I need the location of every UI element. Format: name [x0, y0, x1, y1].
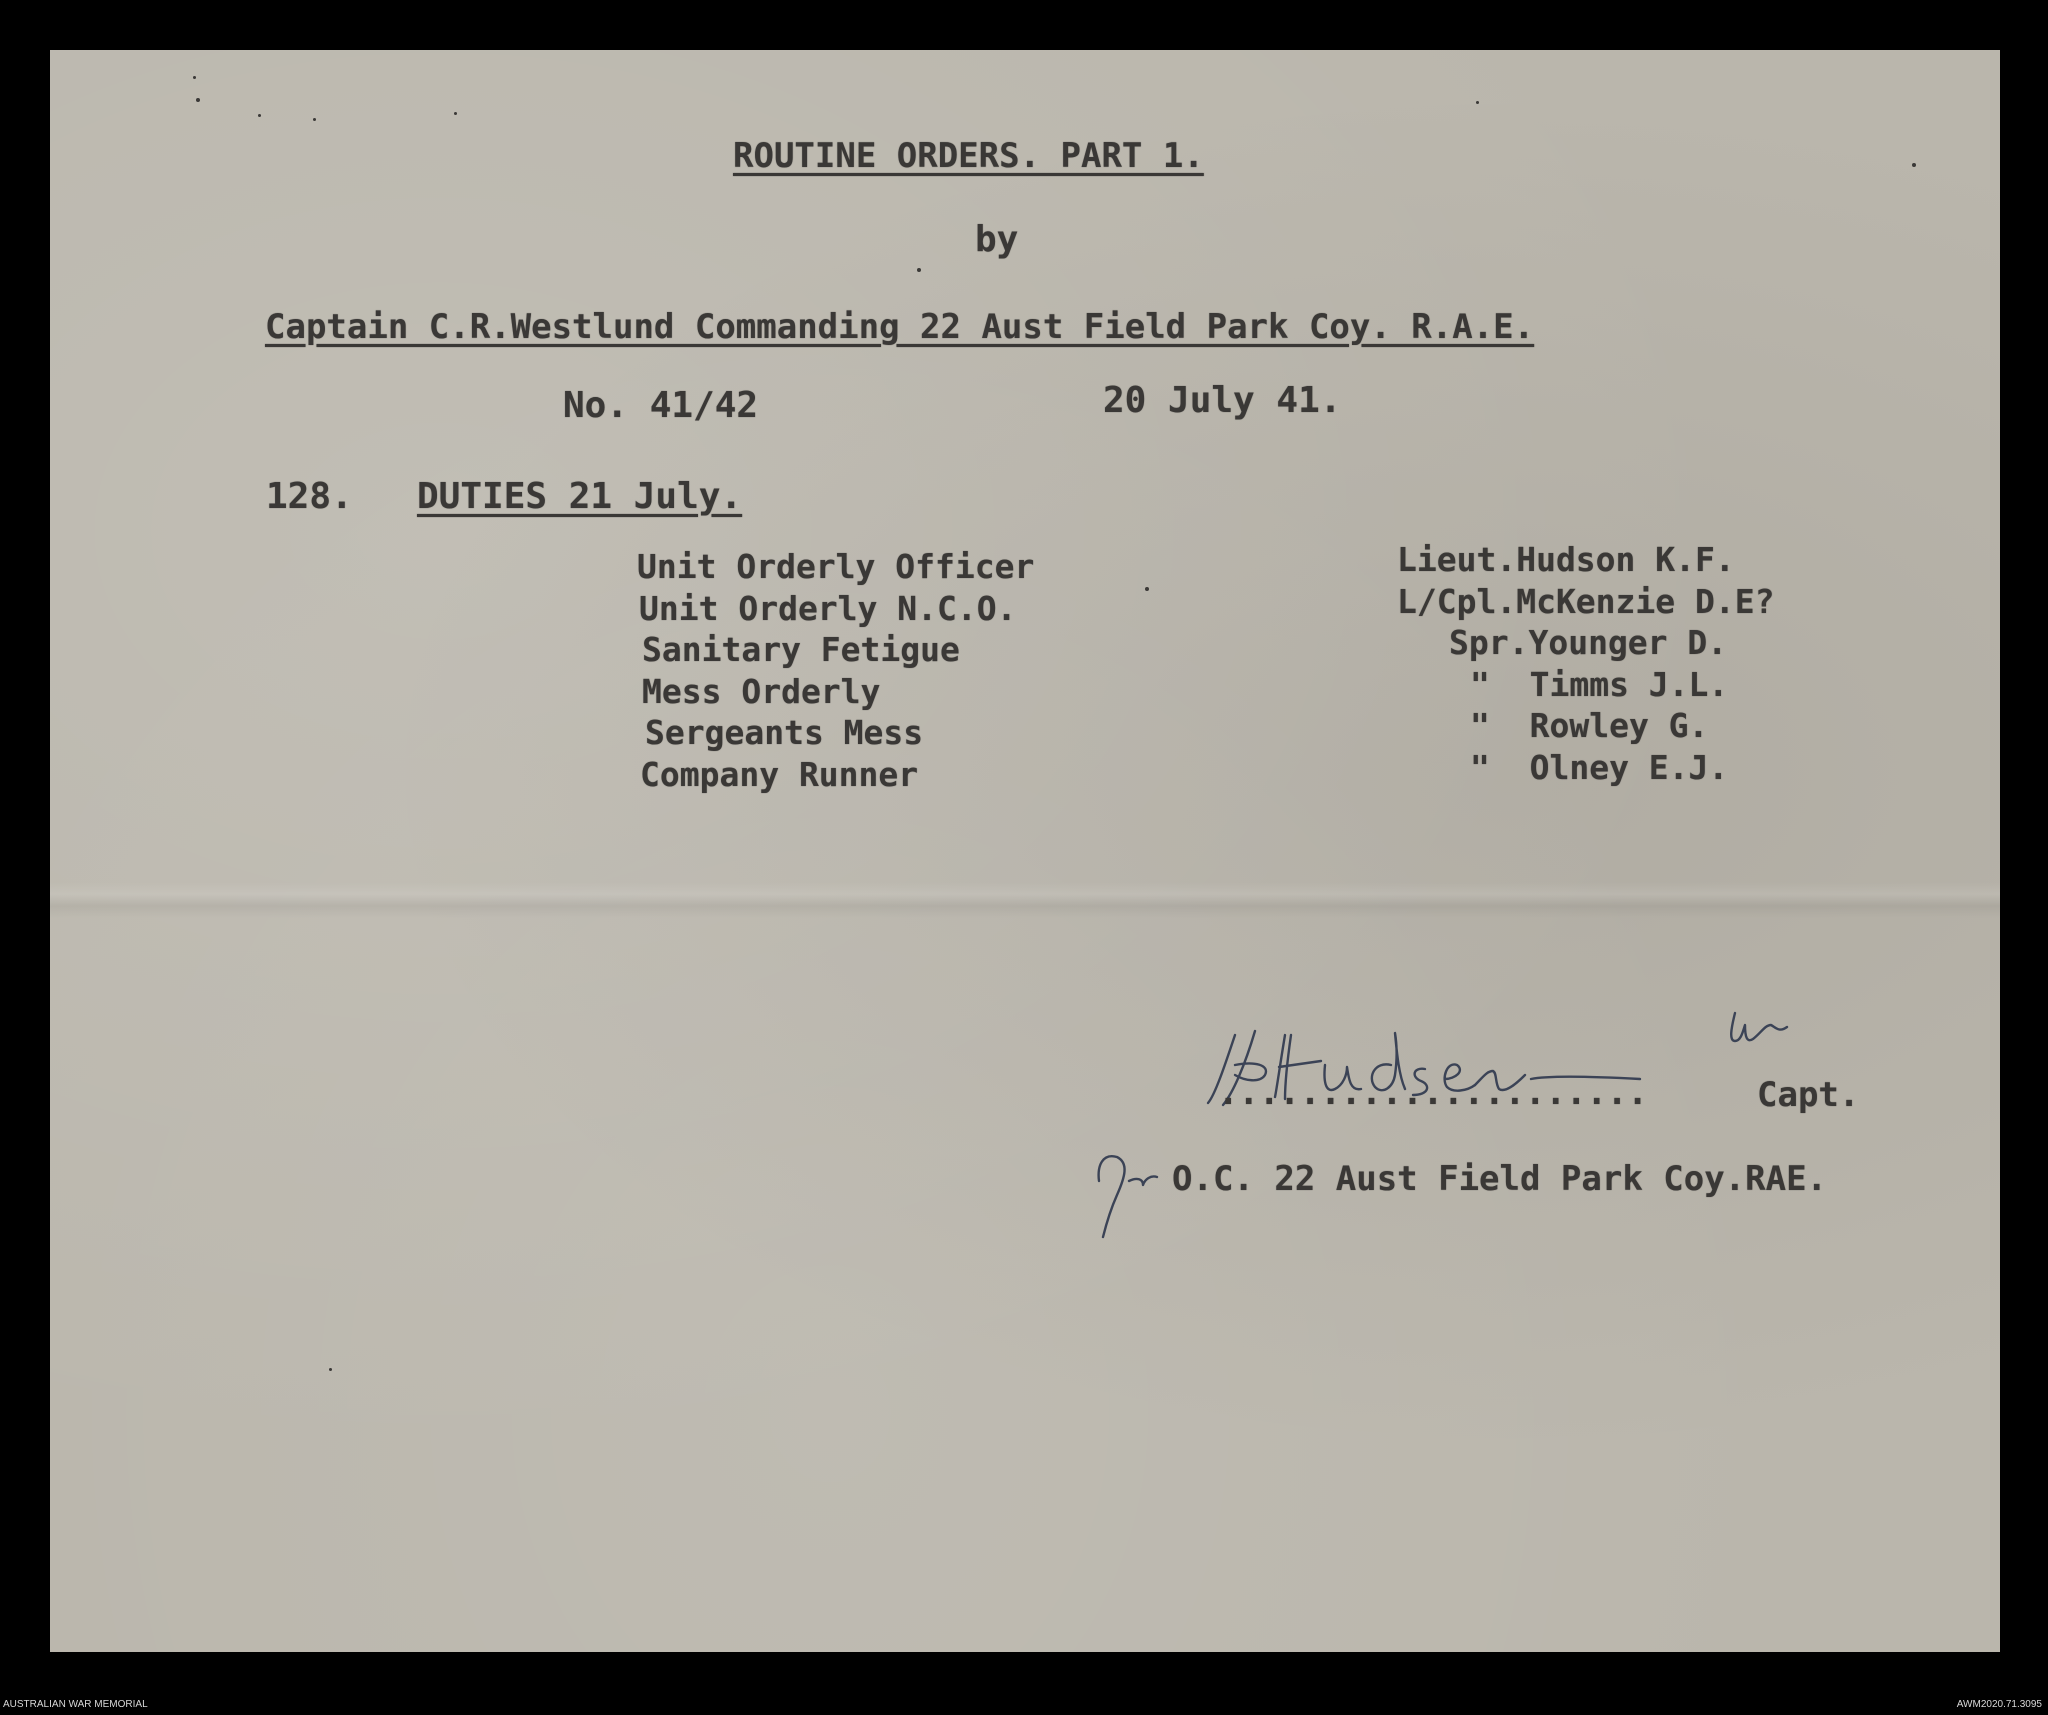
- duty-row: [637, 747, 1827, 800]
- duty-assignee: Spr.Younger D.: [1449, 623, 1728, 662]
- paper-speck: [917, 268, 921, 272]
- section-number: 128.: [266, 476, 353, 517]
- section-title: DUTIES 21 July.: [417, 476, 743, 517]
- commander-line: Captain C.R.Westlund Commanding 22 Aust Field Park Coy. R.A.E.: [265, 307, 1535, 347]
- duty-role: Unit Orderly Officer: [637, 547, 1035, 586]
- paper-fold: [50, 882, 2000, 918]
- accession-number: AWM2020.71.3095: [1956, 1699, 2042, 1710]
- duty-assignee: " Timms J.L.: [1470, 664, 1729, 704]
- signature-stroke: [1099, 1156, 1125, 1237]
- document-title: ROUTINE ORDERS. PART 1.: [733, 136, 1204, 176]
- duty-assignee: Lieut.Hudson K.F.: [1397, 540, 1735, 579]
- document-page: [50, 50, 2000, 1652]
- order-date: 20 July 41.: [1103, 380, 1342, 421]
- order-number: No. 41/42: [563, 385, 759, 426]
- paper-speck: [258, 114, 261, 117]
- paper-speck: [329, 1368, 332, 1371]
- duty-role: Company Runner: [640, 754, 919, 794]
- by-line: by: [975, 219, 1019, 260]
- duty-role: Sergeants Mess: [645, 713, 924, 752]
- handwritten-signature: [1095, 1005, 1875, 1245]
- for-oc-line: O.C. 22 Aust Field Park Coy.RAE.: [1172, 1159, 1828, 1199]
- duty-role: Unit Orderly N.C.O.: [639, 588, 1017, 628]
- signature-stroke: [1731, 1013, 1787, 1041]
- duty-role: Sanitary Fetigue: [642, 630, 960, 669]
- duty-assignee: L/Cpl.McKenzie D.E?: [1397, 581, 1775, 621]
- paper-speck: [454, 112, 457, 115]
- duty-assignee: " Olney E.J.: [1470, 747, 1729, 787]
- duties-list: [637, 540, 1827, 799]
- paper-speck: [193, 76, 196, 79]
- duty-role: Mess Orderly: [642, 671, 881, 711]
- signature-stroke: [1129, 1176, 1157, 1185]
- duty-assignee: " Rowley G.: [1470, 706, 1709, 745]
- paper-speck: [1912, 163, 1916, 167]
- paper-speck: [313, 118, 316, 121]
- signature-dotted-line: .....................: [1218, 1073, 1648, 1113]
- archive-caption: AUSTRALIAN WAR MEMORIAL: [3, 1699, 148, 1710]
- paper-speck: [1476, 101, 1479, 104]
- paper-speck: [196, 98, 200, 102]
- signature-rank: Capt.: [1757, 1075, 1860, 1115]
